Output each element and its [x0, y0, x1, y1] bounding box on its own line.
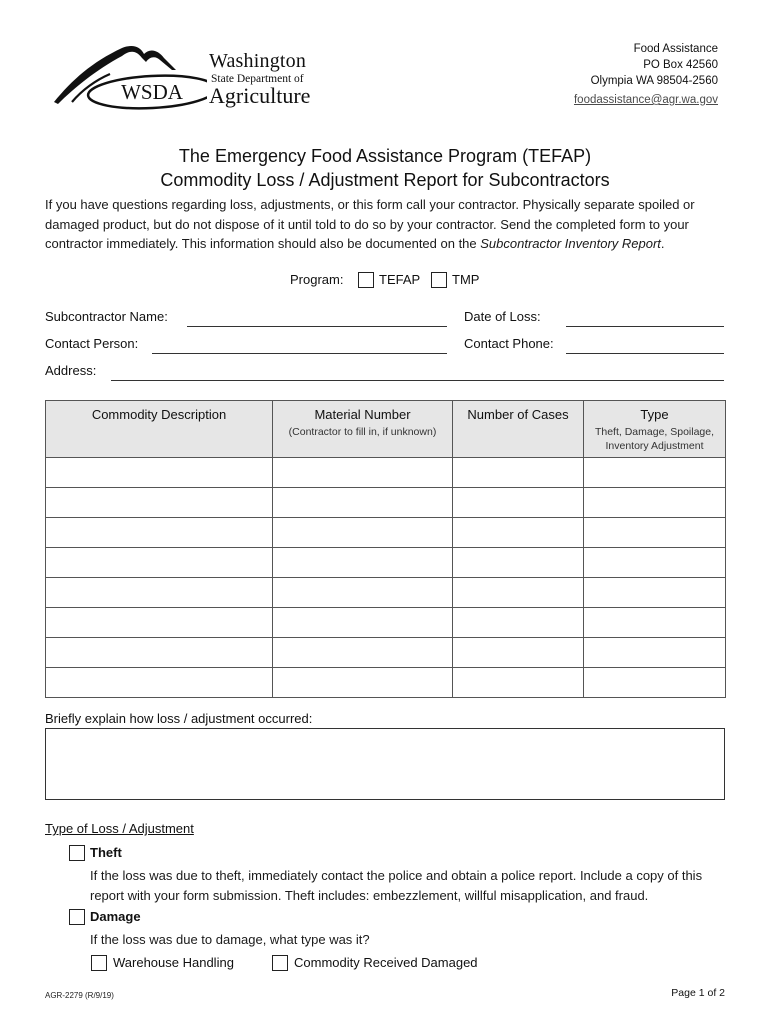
table-cell-material[interactable] [273, 518, 453, 548]
contact-person-field[interactable] [152, 353, 447, 354]
table-cell-type[interactable] [584, 548, 726, 578]
commodity-received-damaged-label: Commodity Received Damaged [294, 955, 478, 970]
table-cell-commodity[interactable] [46, 668, 273, 698]
table-cell-material[interactable] [273, 608, 453, 638]
table-cell-material[interactable] [273, 488, 453, 518]
table-cell-cases[interactable] [453, 668, 584, 698]
header-material-number [273, 401, 453, 458]
table-cell-commodity[interactable] [46, 458, 273, 488]
table-row [46, 578, 726, 608]
intro-end: . [660, 236, 665, 251]
header-commodity-description-title: Commodity Description [91, 407, 227, 422]
table-cell-commodity[interactable] [46, 608, 273, 638]
tefap-checkbox[interactable] [358, 272, 374, 288]
explain-textarea[interactable] [45, 728, 725, 800]
form-id: AGR-2279 (R/9/19) [45, 991, 114, 1000]
table-row [46, 488, 726, 518]
table-cell-type[interactable] [584, 518, 726, 548]
date-of-loss-field[interactable] [566, 326, 724, 327]
header-number-of-cases-title: Number of Cases [467, 407, 569, 422]
table-cell-commodity[interactable] [46, 488, 273, 518]
table-header-row [46, 401, 726, 458]
table-cell-cases[interactable] [453, 608, 584, 638]
table-body [46, 458, 726, 698]
table-cell-commodity[interactable] [46, 638, 273, 668]
warehouse-handling-label: Warehouse Handling [113, 955, 234, 970]
table-cell-cases[interactable] [453, 548, 584, 578]
table-cell-commodity[interactable] [46, 578, 273, 608]
table-cell-type[interactable] [584, 488, 726, 518]
damage-label: Damage [90, 909, 141, 924]
subcontractor-name-label: Subcontractor Name: [45, 309, 168, 324]
table-cell-material[interactable] [273, 668, 453, 698]
wsda-logo [52, 40, 207, 110]
theft-checkbox[interactable] [69, 845, 85, 861]
table-cell-type[interactable] [584, 578, 726, 608]
address-field[interactable] [111, 380, 724, 381]
header-type-title: Type [640, 407, 669, 422]
header-type-sub: Theft, Damage, Spoilage, Inventory Adjustment [594, 426, 715, 452]
table-row [46, 638, 726, 668]
table-cell-commodity[interactable] [46, 548, 273, 578]
table-cell-material[interactable] [273, 548, 453, 578]
table-cell-cases[interactable] [453, 488, 584, 518]
table-cell-commodity[interactable] [46, 518, 273, 548]
table-row [46, 458, 726, 488]
table-row [46, 608, 726, 638]
header-material-number-title: Material Number [314, 407, 411, 422]
warehouse-handling-checkbox[interactable] [91, 955, 107, 971]
table-cell-cases[interactable] [453, 518, 584, 548]
loss-type-heading: Type of Loss / Adjustment [45, 821, 194, 836]
table-cell-material[interactable] [273, 578, 453, 608]
commodity-received-damaged-checkbox[interactable] [272, 955, 288, 971]
table-row [46, 548, 726, 578]
subcontractor-name-field[interactable] [187, 326, 447, 327]
table-cell-cases[interactable] [453, 578, 584, 608]
header-commodity-description [46, 401, 273, 458]
table-cell-type[interactable] [584, 668, 726, 698]
title-line-1: The Emergency Food Assistance Program (TEFAP) [178, 146, 592, 166]
address-email-link[interactable]: foodassistance@agr.wa.gov [573, 94, 718, 106]
intro-italic: Subcontractor Inventory Report [480, 236, 661, 251]
intro-text: If you have questions regarding loss, adjustments, or this form call your contractor. Physically separate spoiled or damaged product, but do not dispose of it until told to do so by your contractor. Send the completed form to your contractor immediately. This information should also be documented on the [45, 197, 695, 251]
table-row [46, 668, 726, 698]
theft-description: If the loss was due to theft, immediately contact the police and obtain a police report. Include a copy of this report with your form submission. Theft includes: embezzlement, willful misapplication, and fraud. [90, 868, 703, 903]
header-number-of-cases [453, 401, 584, 458]
table-cell-type[interactable] [584, 458, 726, 488]
logo-state-dept: State Department of [211, 73, 304, 85]
address-line-3: Olympia WA 98504-2560 [590, 75, 718, 87]
table-cell-material[interactable] [273, 638, 453, 668]
logo-abbrev: WSDA [121, 80, 183, 104]
table-cell-material[interactable] [273, 458, 453, 488]
damage-checkbox[interactable] [69, 909, 85, 925]
table-cell-type[interactable] [584, 608, 726, 638]
tmp-label: TMP [452, 272, 480, 287]
table-cell-type[interactable] [584, 638, 726, 668]
contact-phone-field[interactable] [566, 353, 724, 354]
table-row [46, 518, 726, 548]
contact-phone-label: Contact Phone: [464, 336, 554, 351]
address-line-2: PO Box 42560 [643, 59, 718, 71]
header-type [584, 401, 726, 458]
logo-washington: Washington [209, 50, 307, 72]
tmp-checkbox[interactable] [431, 272, 447, 288]
title-line-2: Commodity Loss / Adjustment Report for Subcontractors [160, 170, 610, 190]
date-of-loss-label: Date of Loss: [464, 309, 541, 324]
table-cell-cases[interactable] [453, 458, 584, 488]
table-cell-cases[interactable] [453, 638, 584, 668]
address-line-1: Food Assistance [633, 43, 718, 55]
address-label: Address: [45, 363, 97, 378]
program-label: Program: [290, 272, 344, 287]
header-material-number-sub: (Contractor to fill in, if unknown) [288, 426, 437, 438]
intro-paragraph [45, 195, 725, 254]
contact-person-label: Contact Person: [45, 336, 139, 351]
page-number: Page 1 of 2 [671, 987, 725, 999]
damage-question: If the loss was due to damage, what type was it? [90, 932, 370, 947]
theft-label: Theft [90, 845, 122, 860]
tefap-label: TEFAP [379, 272, 421, 287]
commodity-table [45, 400, 726, 698]
logo-agriculture: Agriculture [209, 83, 311, 108]
explain-label: Briefly explain how loss / adjustment occurred: [45, 711, 313, 726]
